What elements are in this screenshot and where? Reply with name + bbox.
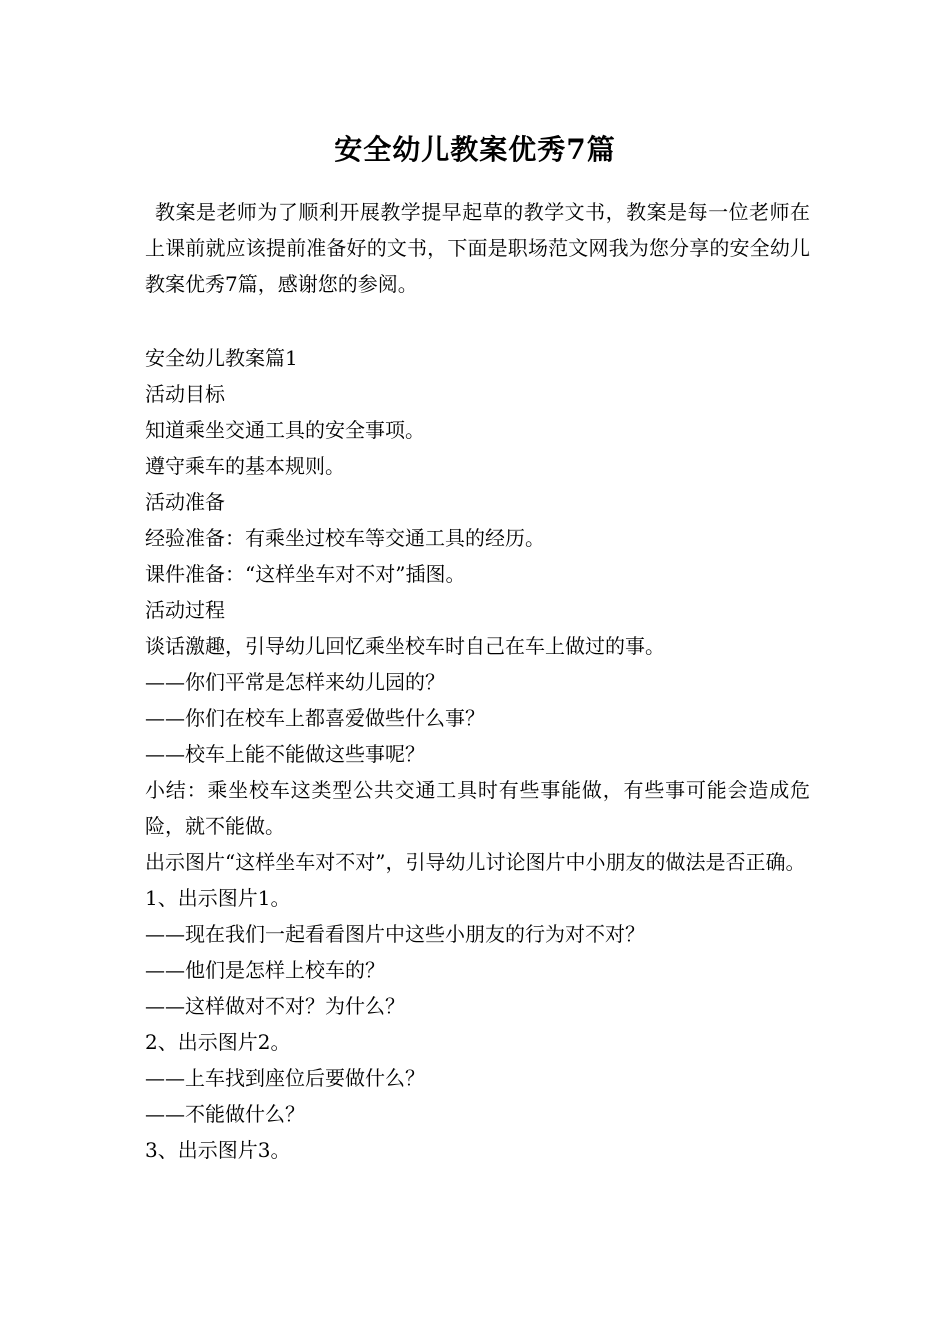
- text-line: ——你们平常是怎样来幼儿园的？: [145, 670, 445, 694]
- text-line: 2、出示图片2。: [145, 1030, 291, 1054]
- body-content: [145, 340, 810, 1168]
- text-line: 知道乘坐交通工具的安全事项。: [145, 418, 425, 442]
- text-line: ——现在我们一起看看图片中这些小朋友的行为对不对？: [145, 922, 645, 946]
- text-line: ——上车找到座位后要做什么？: [145, 1066, 425, 1090]
- text-line: 经验准备：有乘坐过校车等交通工具的经历。: [145, 526, 545, 550]
- text-line: ——校车上能不能做这些事呢？: [145, 742, 425, 766]
- text-line: ——你们在校车上都喜爱做些什么事？: [145, 706, 485, 730]
- intro-paragraph: 教案是老师为了顺利开展教学提早起草的教学文书，教案是每一位老师在上课前就应该提前准备好的文书，下面是职场范文网我为您分享的安全幼儿教案优秀7篇，感谢您的参阅。: [145, 200, 810, 296]
- text-line: 谈话激趣，引导幼儿回忆乘坐校车时自己在车上做过的事。: [145, 634, 665, 658]
- text-line: ——这样做对不对？为什么？: [145, 994, 405, 1018]
- subheading-activity-process: 活动过程: [145, 598, 225, 622]
- text-line: ——不能做什么？: [145, 1102, 305, 1126]
- text-line: 小结：乘坐校车这类型公共交通工具时有些事能做，有些事可能会造成危险，就不能做。: [145, 778, 810, 838]
- text-line: 1、出示图片1。: [145, 886, 291, 910]
- section-heading: 安全幼儿教案篇1: [145, 346, 298, 370]
- document-title: 安全幼儿教案优秀7篇: [334, 133, 616, 166]
- text-line: 遵守乘车的基本规则。: [145, 454, 345, 478]
- text-line: 出示图片“这样坐车对不对”，引导幼儿讨论图片中小朋友的做法是否正确。: [145, 850, 806, 874]
- text-line: 3、出示图片3。: [145, 1138, 291, 1162]
- text-line: ——他们是怎样上校车的？: [145, 958, 385, 982]
- subheading-activity-goals: 活动目标: [145, 382, 225, 406]
- text-line: 课件准备：“这样坐车对不对”插图。: [145, 562, 466, 586]
- subheading-activity-preparation: 活动准备: [145, 490, 225, 514]
